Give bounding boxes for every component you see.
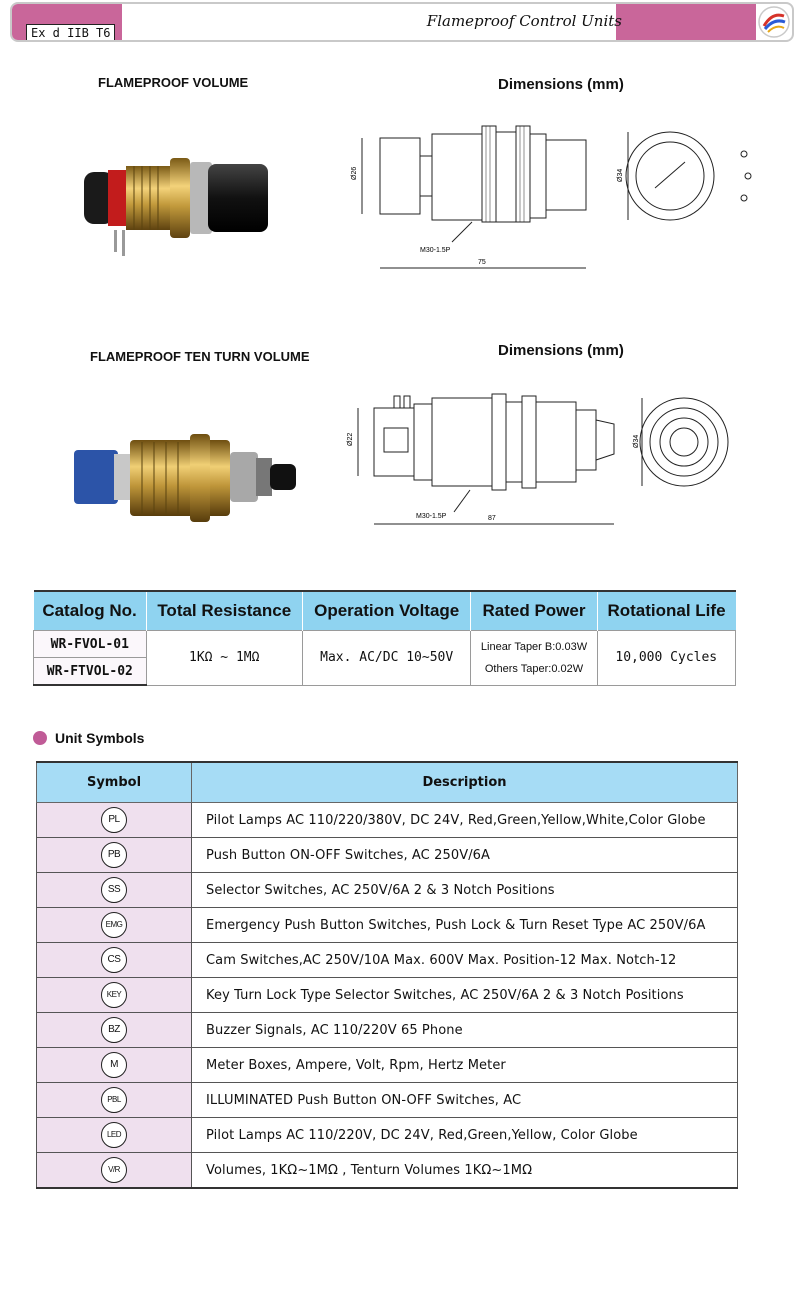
description-cell: Push Button ON-OFF Switches, AC 250V/6A [192,838,738,873]
ten-turn-dimension-drawing [344,388,770,538]
unit-symbols-title: Unit Symbols [55,730,145,746]
catalog-header-cell: Rated Power [471,591,597,631]
symbols-header-row [37,762,738,803]
ten-turn-length-label: 87 [488,515,496,522]
description-cell: Volumes, 1KΩ~1MΩ , Tenturn Volumes 1KΩ~1MΩ [192,1153,738,1189]
table-row [37,838,738,873]
symbol-badge: KEY [101,982,127,1008]
ten-turn-product-photo [70,430,310,526]
symbol-badge: PBL [101,1087,127,1113]
catalog-model-cell: WR-FTVOL-02 [34,658,147,686]
table-row [37,943,738,978]
symbol-cell [37,908,192,943]
catalog-model-cell: WR-FVOL-01 [34,631,147,658]
symbol-badge: PL [101,807,127,833]
symbol-badge: SS [101,877,127,903]
table-row [37,1083,738,1118]
description-cell: Buzzer Signals, AC 110/220V 65 Phone [192,1013,738,1048]
symbol-badge: PB [101,842,127,868]
symbol-badge: EMG [101,912,127,938]
explosion-rating-label: Ex d IIB T6 [26,24,115,42]
ten-turn-thread-label: M30-1.5P [416,513,447,520]
description-cell: Pilot Lamps AC 110/220V, DC 24V, Red,Green,Yellow, Color Globe [192,1118,738,1153]
table-row [37,1118,738,1153]
unit-symbols-table [36,761,738,1189]
symbol-column-header: Symbol [37,762,192,803]
catalog-life-cell: 10,000 Cycles [597,631,736,686]
symbol-cell [37,943,192,978]
company-logo-icon [758,6,790,38]
description-cell: Cam Switches,AC 250V/10A Max. 600V Max. Position-12 Max. Notch-12 [192,943,738,978]
symbol-cell [37,978,192,1013]
volume-body-diameter-label: Ø26 [351,166,358,180]
table-row [37,1153,738,1189]
catalog-header-cell: Total Resistance [146,591,302,631]
symbol-cell [37,1083,192,1118]
table-row [37,803,738,838]
catalog-power-others: Others Taper:0.02W [484,662,584,675]
ten-turn-body-diameter-label: Ø22 [347,432,354,446]
description-cell: Meter Boxes, Ampere, Volt, Rpm, Hertz Meter [192,1048,738,1083]
symbol-badge: CS [101,947,127,973]
table-row [37,1048,738,1083]
product-title-volume: FLAMEPROOF VOLUME [98,75,249,90]
table-row [37,1013,738,1048]
description-cell: Key Turn Lock Type Selector Switches, AC 250V/6A 2 & 3 Notch Positions [192,978,738,1013]
catalog-power-cell [471,631,597,686]
bullet-dot-icon [33,731,47,745]
symbol-cell [37,1048,192,1083]
symbol-cell [37,873,192,908]
catalog-table [33,590,736,686]
page-header [10,2,794,42]
header-right-band [616,4,756,40]
catalog-voltage-cell: Max. AC/DC 10~50V [302,631,471,686]
volume-product-photo [78,150,278,260]
volume-dimension-drawing [350,118,770,278]
volume-length-label: 75 [478,259,486,266]
catalog-header-cell: Rotational Life [597,591,736,631]
volume-thread-label: M30-1.5P [420,247,451,254]
description-cell: ILLUMINATED Push Button ON-OFF Switches, AC [192,1083,738,1118]
dimensions-title-ten-turn: Dimensions (mm) [498,342,624,359]
dimensions-title-volume: Dimensions (mm) [498,76,624,93]
catalog-resistance-cell: 1KΩ ~ 1MΩ [146,631,302,686]
symbol-cell [37,1118,192,1153]
catalog-header-row [34,591,736,631]
description-column-header: Description [192,762,738,803]
symbol-cell [37,1153,192,1189]
catalog-header-cell: Catalog No. [34,591,147,631]
unit-symbols-heading [33,728,144,748]
product-title-ten-turn: FLAMEPROOF TEN TURN VOLUME [90,349,310,364]
table-row [37,978,738,1013]
description-cell: Pilot Lamps AC 110/220/380V, DC 24V, Red,Green,Yellow,White,Color Globe [192,803,738,838]
description-cell: Emergency Push Button Switches, Push Lock & Turn Reset Type AC 250V/6A [192,908,738,943]
catalog-header-cell: Operation Voltage [302,591,471,631]
ten-turn-front-diameter-label: Ø34 [633,434,640,448]
description-cell: Selector Switches, AC 250V/6A 2 & 3 Notch Positions [192,873,738,908]
symbol-badge: V/R [101,1157,127,1183]
symbol-badge: M [101,1052,127,1078]
table-row [37,908,738,943]
symbol-badge: BZ [101,1017,127,1043]
table-row [37,873,738,908]
symbol-cell [37,1013,192,1048]
table-row [34,631,736,658]
volume-front-diameter-label: Ø34 [617,168,624,182]
catalog-power-linear: Linear Taper B:0.03W [480,640,588,653]
symbol-badge: LED [101,1122,127,1148]
symbol-cell [37,803,192,838]
symbol-cell [37,838,192,873]
page-title: Flameproof Control Units [426,12,622,30]
